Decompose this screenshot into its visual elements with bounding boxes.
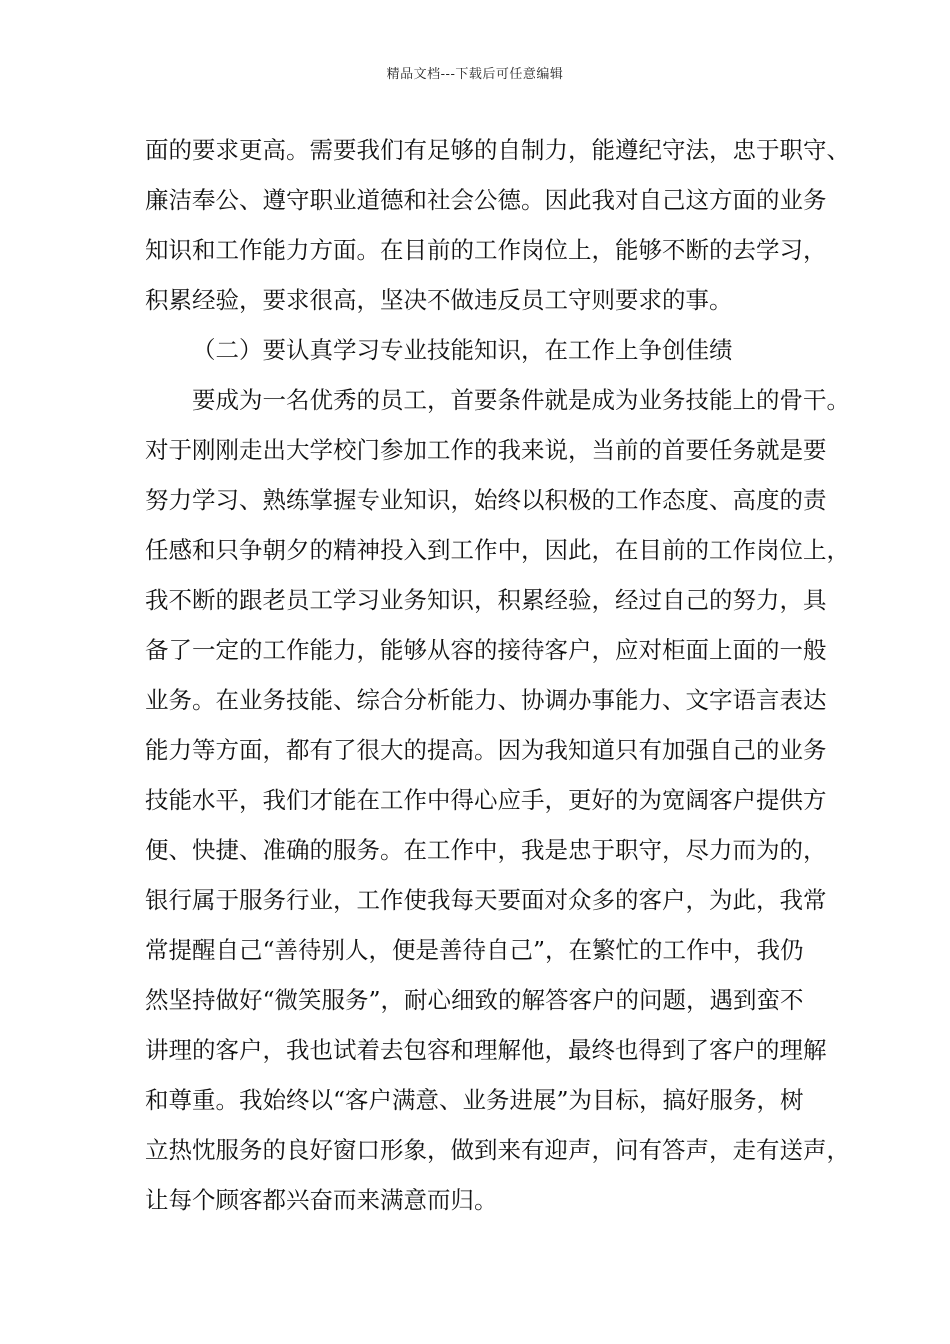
text-line: 对于刚刚走出大学校门参加工作的我来说，当前的首要任务就是要	[145, 436, 827, 464]
text-line: 面的要求更高。需要我们有足够的自制力，能遵纪守法，忠于职守、	[145, 136, 850, 164]
text-line: 立热忱服务的良好窗口形象，做到来有迎声，问有答声，走有送声，	[145, 1136, 850, 1164]
text-line: 便、快捷、准确的服务。在工作中，我是忠于职守，尽力而为的，	[145, 836, 827, 864]
document-body	[145, 125, 850, 1225]
text-line: 任感和只争朝夕的精神投入到工作中，因此，在目前的工作岗位上，	[145, 536, 850, 564]
text-line: 业务。在业务技能、综合分析能力、协调办事能力、文字语言表达	[145, 686, 827, 714]
text-line: 积累经验，要求很高，坚决不做违反员工守则要求的事。	[145, 286, 733, 314]
text-line: 知识和工作能力方面。在目前的工作岗位上，能够不断的去学习，	[145, 236, 827, 264]
text-line: 备了一定的工作能力，能够从容的接待客户，应对柜面上面的一般	[145, 636, 827, 664]
text-line: 让每个顾客都兴奋而来满意而归。	[145, 1186, 498, 1214]
paragraph-first-line: 要成为一名优秀的员工，首要条件就是成为业务技能上的骨干。	[192, 386, 850, 414]
section-heading: （二）要认真学习专业技能知识，在工作上争创佳绩	[192, 336, 733, 364]
text-line: 和尊重。我始终以“客户满意、业务进展”为目标，搞好服务，树	[145, 1086, 804, 1114]
text-line: 技能水平，我们才能在工作中得心应手，更好的为宽阔客户提供方	[145, 786, 827, 814]
text-line: 讲理的客户，我也试着去包容和理解他，最终也得到了客户的理解	[145, 1036, 827, 1064]
text-line: 努力学习、熟练掌握专业知识，始终以积极的工作态度、高度的责	[145, 486, 827, 514]
text-line: 常提醒自己“善待别人，便是善待自己”，在繁忙的工作中，我仍	[145, 936, 804, 964]
text-line: 我不断的跟老员工学习业务知识，积累经验，经过自己的努力，具	[145, 586, 827, 614]
text-line: 能力等方面，都有了很大的提高。因为我知道只有加强自己的业务	[145, 736, 827, 764]
text-line: 银行属于服务行业，工作使我每天要面对众多的客户，为此，我常	[145, 886, 827, 914]
page-header: 精品文档---下载后可任意编辑	[386, 67, 564, 82]
text-line: 廉洁奉公、遵守职业道德和社会公德。因此我对自己这方面的业务	[145, 186, 827, 214]
text-line: 然坚持做好“微笑服务”，耐心细致的解答客户的问题，遇到蛮不	[145, 986, 804, 1014]
